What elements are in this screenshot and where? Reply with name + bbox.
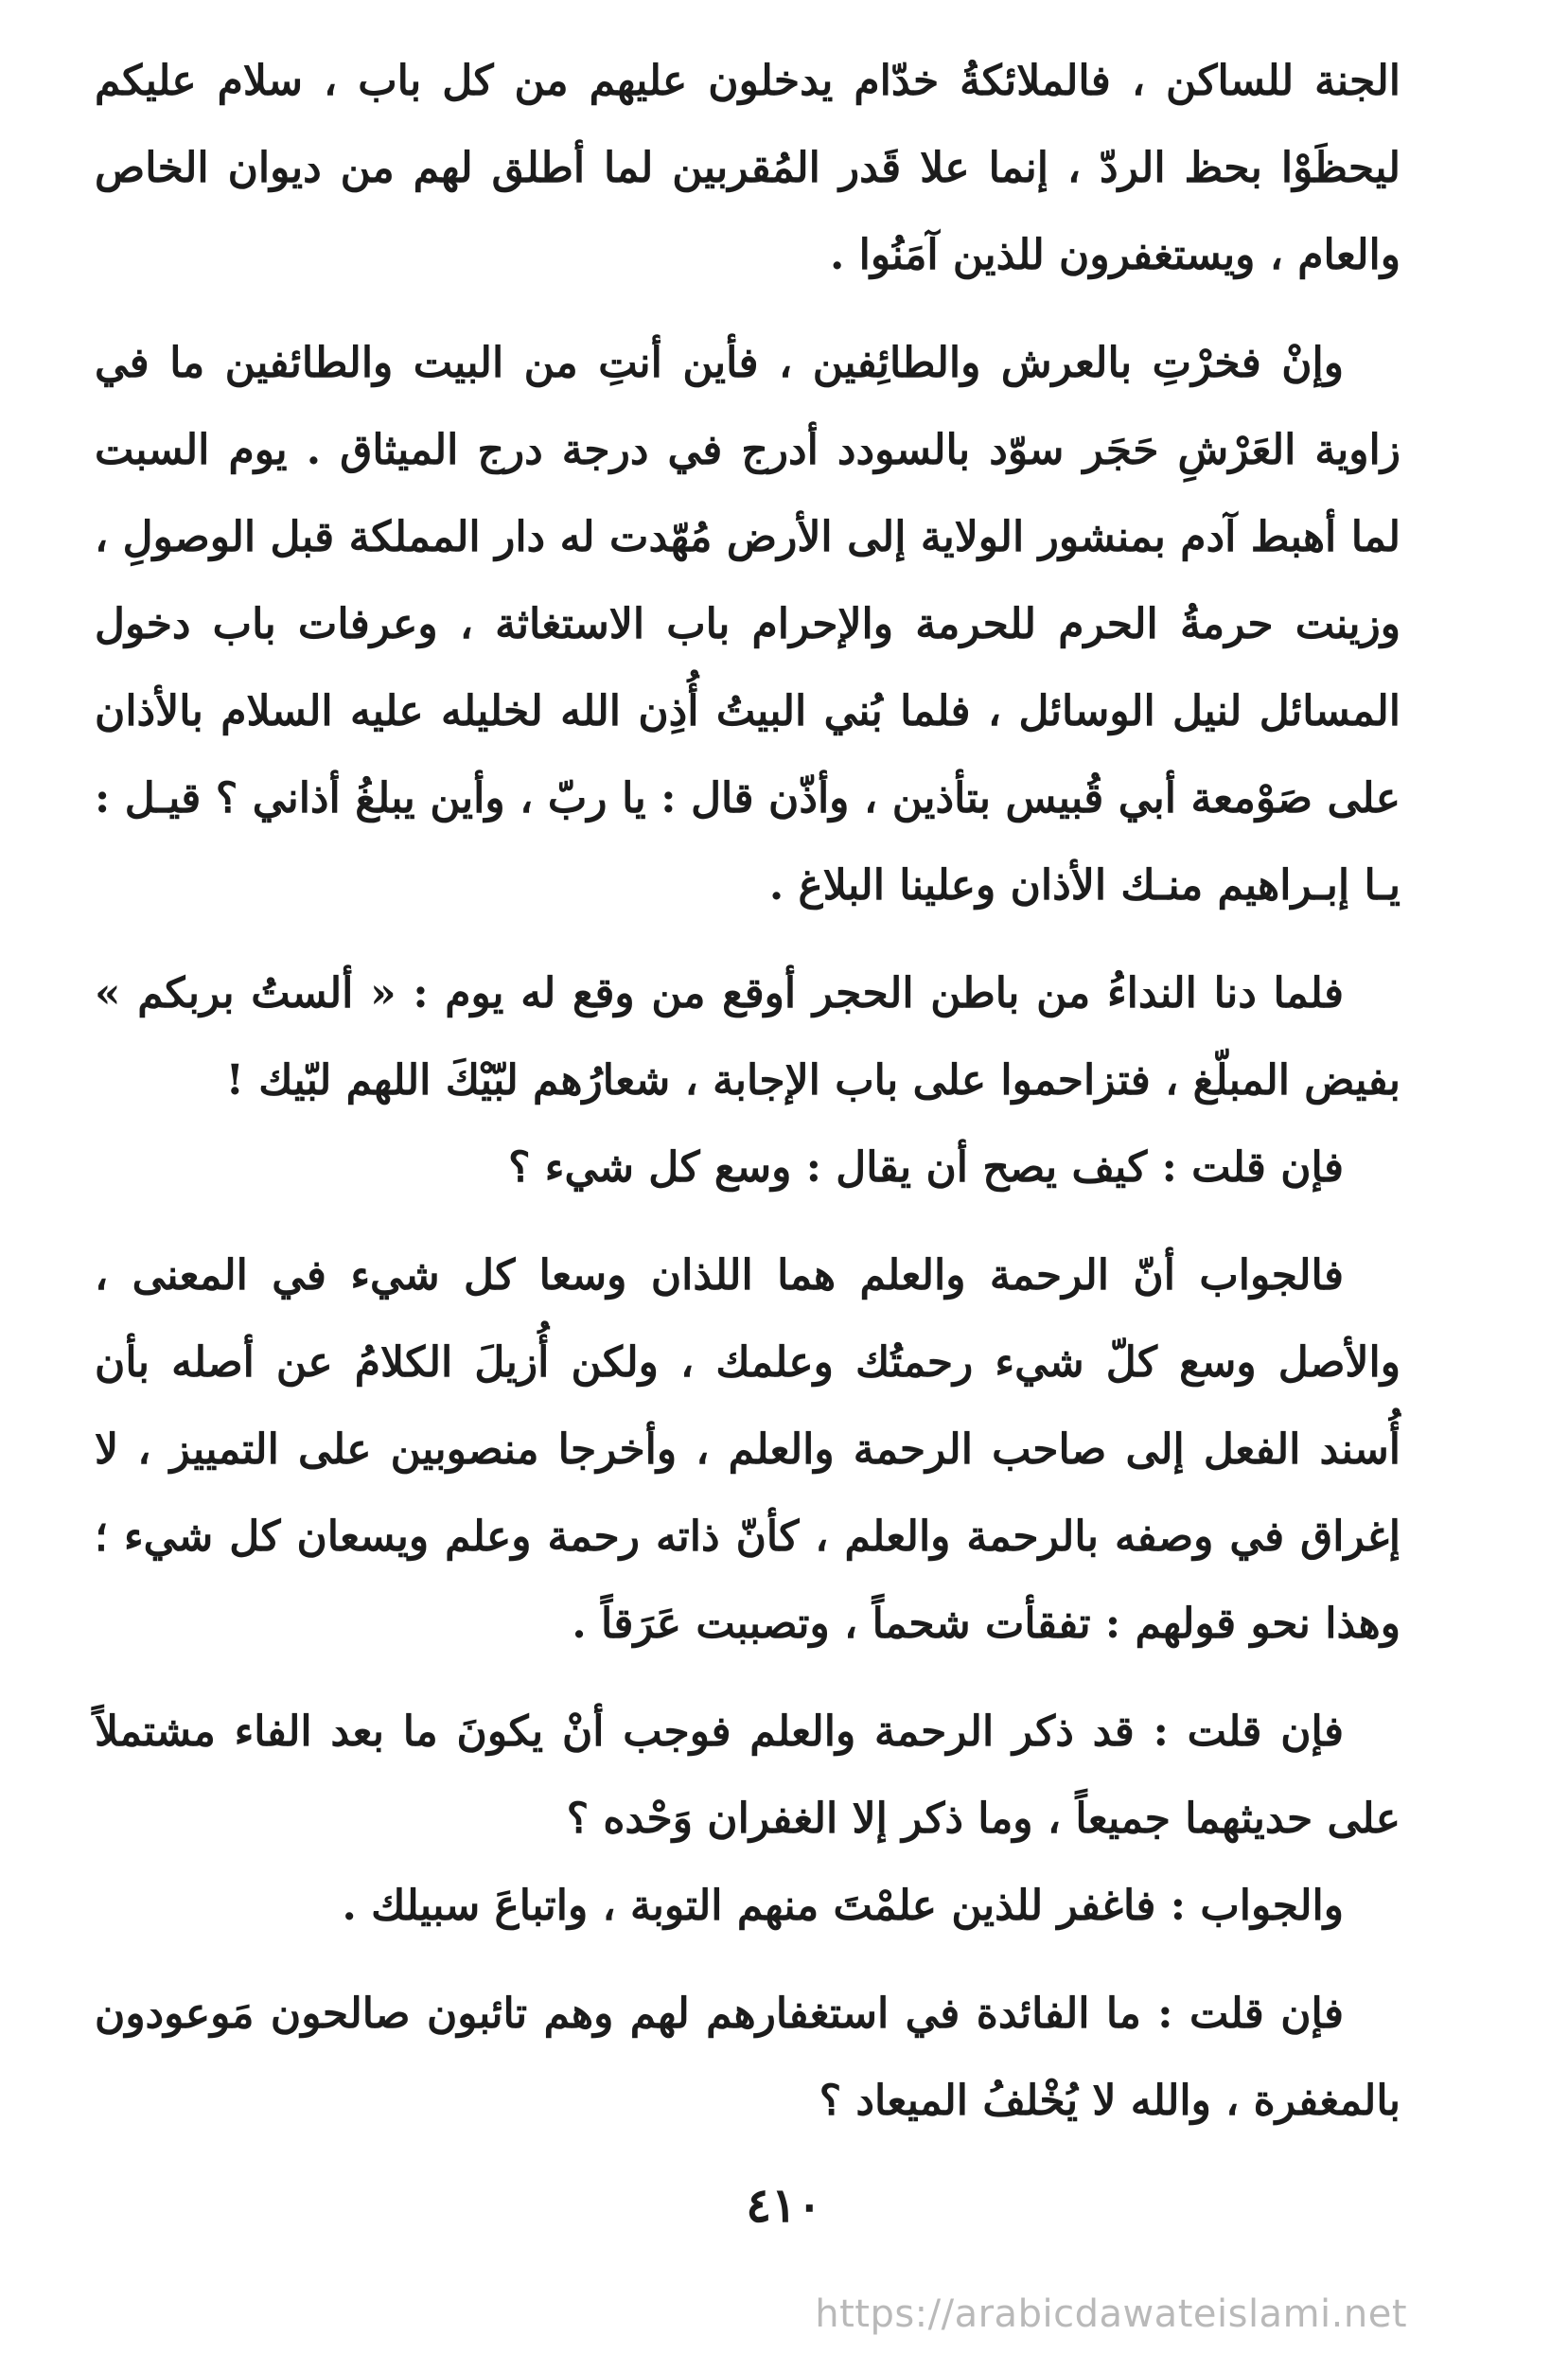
paragraph-7: والجواب : فاغفر للذين علمْتَ منهم التوبة ، واتباعَ سبيلك . <box>342 1882 1344 1930</box>
paragraph-1: الجنة للساكن ، فالملائكةُ خدّام يدخلون عليهم من كل باب ، سلام عليكم ليحظَوْا بحظ الردّ ، إنما علا قَدر المُقربين لما أطلق لهم من ديوان الخاص والعام ، ويستغفرون للذين آمَنُوا . <box>95 57 1401 279</box>
body-text <box>95 38 1401 2145</box>
paragraph-2: وإنْ فخرْتِ بالعرش والطائِفين ، فأين أنتِ من البيت والطائفين ما في زاوية العَرْشِ حَجَر سوّد بالسودد أدرج في درجة درج الميثاق . يوم السبت لما أهبط آدم بمنشور الولاية إلى الأرض مُهّدت له دار المملكة قبل الوصولِ ، وزينت حرمةُ الحرم للحرمة والإحرام باب الاستغاثة ، وعرفات باب دخول المسائل لنيل الوسائل ، فلما بُني البيتُ أُذِن الله لخليله عليه السلام بالأذان على صَوْمعة أبي قُبيس بتأذين ، وأذّن قال : يا ربّ ، وأين يبلغُ أذاني ؟ قيـل : يـا إبـراهيم منـك الأذان وعلينا البلاغ . <box>95 339 1401 910</box>
source-watermark: https://arabicdawateislami.net <box>815 2292 1407 2336</box>
paragraph-8: فإن قلت : ما الفائدة في استغفارهم لهم وهم تائبون صالحون مَوعودون بالمغفرة ، والله لا يُخْلفُ الميعاد ؟ <box>95 1990 1401 2125</box>
page-number: ٤١٠ <box>746 2177 822 2233</box>
paragraph-5: فالجواب أنّ الرحمة والعلم هما اللذان وسعا كل شيء في المعنى ، والأصل وسع كلّ شيء رحمتُك وعلمك ، ولكن أُزيلَ الكلامُ عن أصله بأن أُسند الفعل إلى صاحب الرحمة والعلم ، وأخرجا منصوبين على التمييز ، لا إغراق في وصفه بالرحمة والعلم ، كأنّ ذاته رحمة وعلم ويسعان كل شيء ؛ وهذا نحو قولهم : تفقأت شحماً ، وتصببت عَرَقاً . <box>95 1251 1401 1648</box>
paragraph-6: فإن قلت : قد ذكر الرحمة والعلم فوجب أنْ يكونَ ما بعد الفاء مشتملاً على حديثهما جميعاً ، وما ذكر إلا الغفران وَحْده ؟ <box>95 1707 1401 1843</box>
paragraph-3: فلما دنا النداءُ من باطن الحجر أوقع من وقع له يوم : « ألستُ بربكم » بفيض المبلّغ ، فتزاحموا على باب الإجابة ، شعارُهم لبّيْكَ اللهم لبّيك ! <box>95 969 1401 1105</box>
paragraph-4: فإن قلت : كيف يصح أن يقال : وسع كل شيء ؟ <box>508 1143 1344 1192</box>
